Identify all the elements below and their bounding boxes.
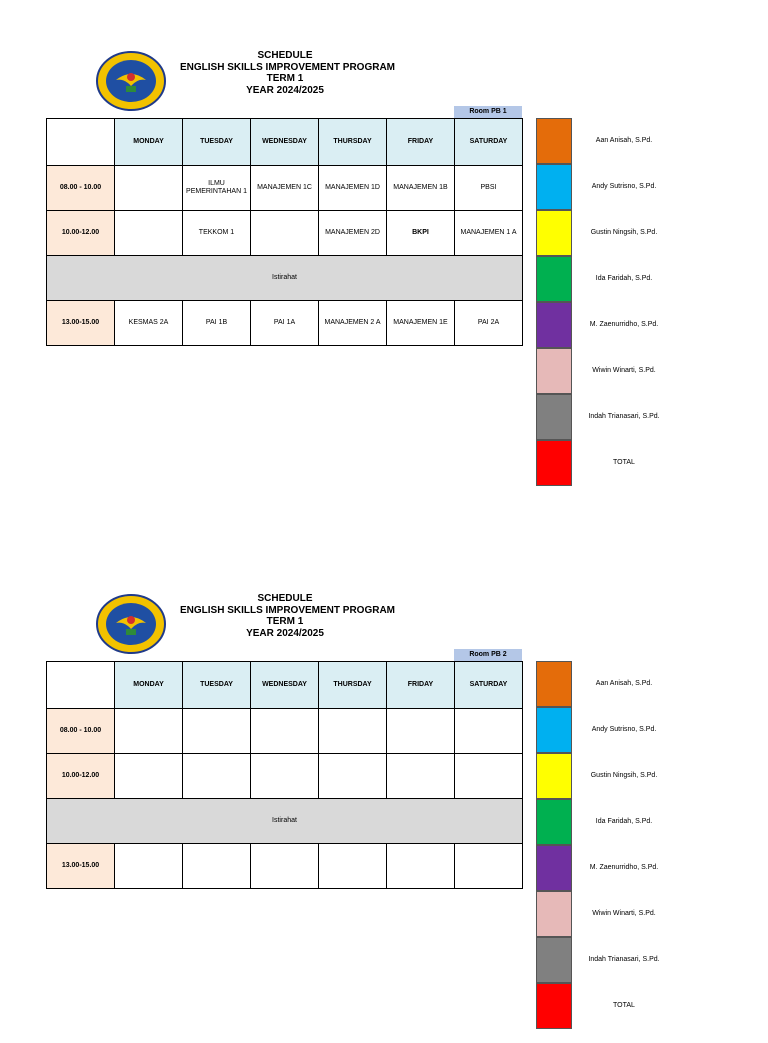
class-cell: MANAJEMEN 1C: [251, 166, 319, 211]
slot-row: [47, 166, 523, 211]
color-swatch: [536, 348, 572, 394]
time-cell: 13.00-15.00: [47, 301, 115, 346]
class-cell: [183, 754, 251, 799]
day-header: FRIDAY: [387, 662, 455, 709]
legend-label: Indah Trianasari, S.Pd.: [588, 956, 660, 963]
legend-item: [536, 210, 666, 256]
class-cell: ILMU PEMERINTAHAN 1: [183, 166, 251, 211]
day-header: FRIDAY: [387, 119, 455, 166]
legend-item: [536, 164, 666, 210]
slot-row: [47, 211, 523, 256]
class-cell: [387, 844, 455, 889]
legend-item: [536, 799, 666, 845]
time-cell: 08.00 - 10.00: [47, 166, 115, 211]
title-line: SCHEDULE: [257, 593, 313, 604]
university-emblem-icon: [96, 50, 166, 112]
title-line: TERM 1: [266, 616, 304, 627]
color-swatch: [536, 753, 572, 799]
class-cell: [251, 709, 319, 754]
slot-row: [47, 754, 523, 799]
legend-label: Aan Anisah, S.Pd.: [595, 680, 653, 687]
class-cell: [455, 844, 523, 889]
room-label: Room PB 1: [454, 106, 522, 118]
class-cell: MANAJEMEN 1E: [387, 301, 455, 346]
class-cell: MANAJEMEN 2D: [319, 211, 387, 256]
day-header: THURSDAY: [319, 119, 387, 166]
class-cell: [115, 211, 183, 256]
class-cell: MANAJEMEN 1 A: [455, 211, 523, 256]
break-cell: Istirahat: [47, 256, 523, 301]
color-swatch: [536, 394, 572, 440]
legend-item: [536, 753, 666, 799]
legend-item: [536, 302, 666, 348]
corner-cell: [47, 662, 115, 709]
legend-label: Aan Anisah, S.Pd.: [595, 137, 653, 144]
day-header: SATURDAY: [455, 662, 523, 709]
color-swatch: [536, 799, 572, 845]
day-header: MONDAY: [115, 662, 183, 709]
color-swatch: [536, 164, 572, 210]
class-cell: MANAJEMEN 1B: [387, 166, 455, 211]
legend-item: [536, 845, 666, 891]
legend-label: TOTAL: [613, 1002, 635, 1009]
slot-row: [47, 301, 523, 346]
schedule-table: [46, 118, 523, 346]
legend-label: TOTAL: [613, 459, 635, 466]
slot-row: [47, 844, 523, 889]
time-cell: 13.00-15.00: [47, 844, 115, 889]
day-header: WEDNESDAY: [251, 662, 319, 709]
legend-label: Ida Faridah, S.Pd.: [595, 818, 653, 825]
day-header: TUESDAY: [183, 119, 251, 166]
color-swatch: [536, 210, 572, 256]
class-cell: [251, 844, 319, 889]
class-cell: [115, 754, 183, 799]
color-swatch: [536, 661, 572, 707]
class-cell: [115, 709, 183, 754]
color-swatch: [536, 256, 572, 302]
class-cell: [319, 754, 387, 799]
title-line: ENGLISH SKILLS IMPROVEMENT PROGRAM: [180, 604, 396, 616]
legend-label: Gustin Ningsih, S.Pd.: [590, 772, 658, 779]
legend-item: [536, 394, 666, 440]
legend-label: Wiwin Winarti, S.Pd.: [592, 367, 656, 374]
class-cell: [183, 844, 251, 889]
class-cell: MANAJEMEN 1D: [319, 166, 387, 211]
legend-item: [536, 891, 666, 937]
day-header: SATURDAY: [455, 119, 523, 166]
class-cell: PBSI: [455, 166, 523, 211]
schedule-title: [180, 593, 396, 639]
schedule-block-1: [0, 0, 768, 500]
legend-item: [536, 983, 666, 1029]
class-cell: [251, 211, 319, 256]
legend-label: Andy Sutrisno, S.Pd.: [591, 726, 657, 733]
legend-label: Wiwin Winarti, S.Pd.: [592, 910, 656, 917]
time-cell: 10.00-12.00: [47, 211, 115, 256]
class-cell: [455, 709, 523, 754]
legend-item: [536, 348, 666, 394]
legend-item: [536, 937, 666, 983]
class-cell: [387, 709, 455, 754]
university-emblem-icon: [96, 593, 166, 655]
legend-label: Andy Sutrisno, S.Pd.: [591, 183, 657, 190]
legend-label: Gustin Ningsih, S.Pd.: [590, 229, 658, 236]
teacher-legend: [536, 661, 666, 1029]
color-swatch: [536, 845, 572, 891]
color-swatch: [536, 302, 572, 348]
legend-label: Ida Faridah, S.Pd.: [595, 275, 653, 282]
schedule-title: [180, 50, 396, 96]
schedule-table: [46, 661, 523, 889]
time-cell: 10.00-12.00: [47, 754, 115, 799]
corner-cell: [47, 119, 115, 166]
title-line: YEAR 2024/2025: [246, 627, 324, 639]
class-cell: [319, 709, 387, 754]
schedule-block-2: [0, 543, 768, 1043]
day-header: TUESDAY: [183, 662, 251, 709]
title-line: YEAR 2024/2025: [246, 84, 324, 96]
color-swatch: [536, 707, 572, 753]
legend-item: [536, 256, 666, 302]
break-cell: Istirahat: [47, 799, 523, 844]
color-swatch: [536, 983, 572, 1029]
color-swatch: [536, 937, 572, 983]
legend-item: [536, 440, 666, 486]
class-cell: BKPI: [387, 211, 455, 256]
day-header: MONDAY: [115, 119, 183, 166]
class-cell: [387, 754, 455, 799]
break-row: [47, 256, 523, 301]
legend-item: [536, 661, 666, 707]
slot-row: [47, 709, 523, 754]
room-label: Room PB 2: [454, 649, 522, 661]
day-header: THURSDAY: [319, 662, 387, 709]
class-cell: [115, 844, 183, 889]
time-cell: 08.00 - 10.00: [47, 709, 115, 754]
class-cell: [455, 754, 523, 799]
class-cell: PAI 1A: [251, 301, 319, 346]
color-swatch: [536, 440, 572, 486]
class-cell: [319, 844, 387, 889]
legend-item: [536, 118, 666, 164]
class-cell: [183, 709, 251, 754]
color-swatch: [536, 118, 572, 164]
class-cell: MANAJEMEN 2 A: [319, 301, 387, 346]
title-line: TERM 1: [266, 73, 304, 84]
legend-label: M. Zaenurridho, S.Pd.: [589, 321, 659, 328]
day-header: WEDNESDAY: [251, 119, 319, 166]
legend-item: [536, 707, 666, 753]
class-cell: PAI 1B: [183, 301, 251, 346]
class-cell: KESMAS 2A: [115, 301, 183, 346]
color-swatch: [536, 891, 572, 937]
class-cell: [115, 166, 183, 211]
class-cell: [251, 754, 319, 799]
teacher-legend: [536, 118, 666, 486]
title-line: ENGLISH SKILLS IMPROVEMENT PROGRAM: [180, 61, 396, 73]
legend-label: M. Zaenurridho, S.Pd.: [589, 864, 659, 871]
break-row: [47, 799, 523, 844]
class-cell: TEKKOM 1: [183, 211, 251, 256]
title-line: SCHEDULE: [257, 50, 313, 61]
legend-label: Indah Trianasari, S.Pd.: [588, 413, 660, 420]
header-row: [47, 662, 523, 709]
header-row: [47, 119, 523, 166]
class-cell: PAI 2A: [455, 301, 523, 346]
